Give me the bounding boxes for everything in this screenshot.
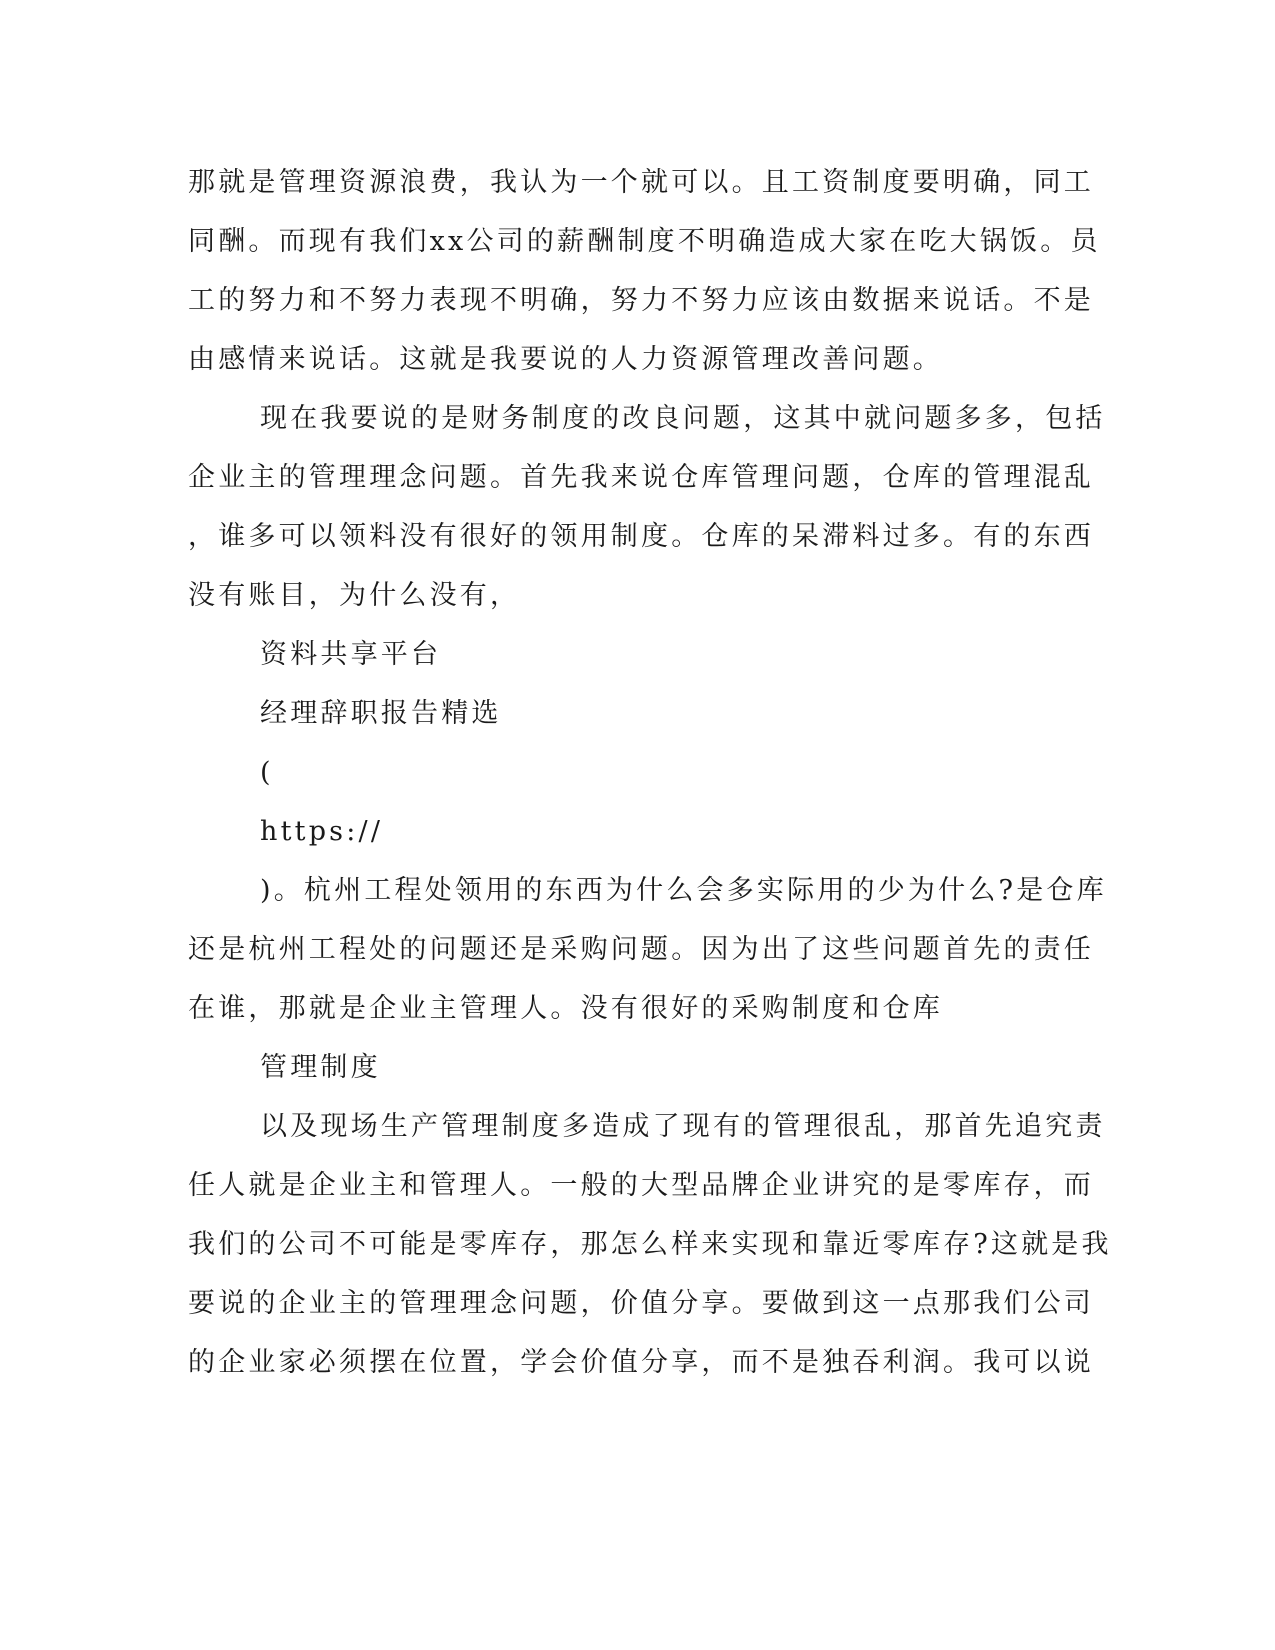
paragraph-line: 以及现场生产管理制度多造成了现有的管理很乱，那首先追究责: [260, 1111, 1106, 1142]
paragraph-line: 工的努力和不努力表现不明确，努力不努力应该由数据来说话。不是: [188, 285, 1094, 316]
paragraph-line: ，谁多可以领料没有很好的领用制度。仓库的呆滞料过多。有的东西: [188, 521, 1094, 552]
paragraph-line: 那就是管理资源浪费，我认为一个就可以。且工资制度要明确，同工: [188, 167, 1094, 198]
paragraph-line: 在谁，那就是企业主管理人。没有很好的采购制度和仓库: [188, 993, 943, 1024]
paragraph-line: 管理制度: [260, 1052, 381, 1083]
paragraph-line: 同酬。而现有我们xx公司的薪酬制度不明确造成大家在吃大锅饭。员: [188, 226, 1101, 257]
paragraph-line: 还是杭州工程处的问题还是采购问题。因为出了这些问题首先的责任: [188, 934, 1094, 965]
paragraph-line: 的企业家必须摆在位置，学会价值分享，而不是独吞利润。我可以说: [188, 1347, 1094, 1378]
url-text: https://: [260, 816, 384, 847]
open-paren: (: [260, 757, 274, 788]
paragraph-line: 没有账目，为什么没有，: [188, 580, 521, 611]
paragraph-line: 要说的企业主的管理理念问题，价值分享。要做到这一点那我们公司: [188, 1288, 1094, 1319]
platform-name: 资料共享平台: [260, 639, 442, 670]
paragraph-line: 企业主的管理理念问题。首先我来说仓库管理问题，仓库的管理混乱: [188, 462, 1094, 493]
paragraph-line: 我们的公司不可能是零库存，那怎么样来实现和靠近零库存?这就是我: [188, 1229, 1112, 1260]
paragraph-line: 任人就是企业主和管理人。一般的大型品牌企业讲究的是零库存，而: [188, 1170, 1094, 1201]
paragraph-line: )。杭州工程处领用的东西为什么会多实际用的少为什么?是仓库: [260, 875, 1107, 906]
paragraph-line: 由感情来说话。这就是我要说的人力资源管理改善问题。: [188, 344, 943, 375]
paragraph-line: 现在我要说的是财务制度的改良问题，这其中就问题多多，包括: [260, 403, 1106, 434]
article-title: 经理辞职报告精选: [260, 698, 502, 729]
